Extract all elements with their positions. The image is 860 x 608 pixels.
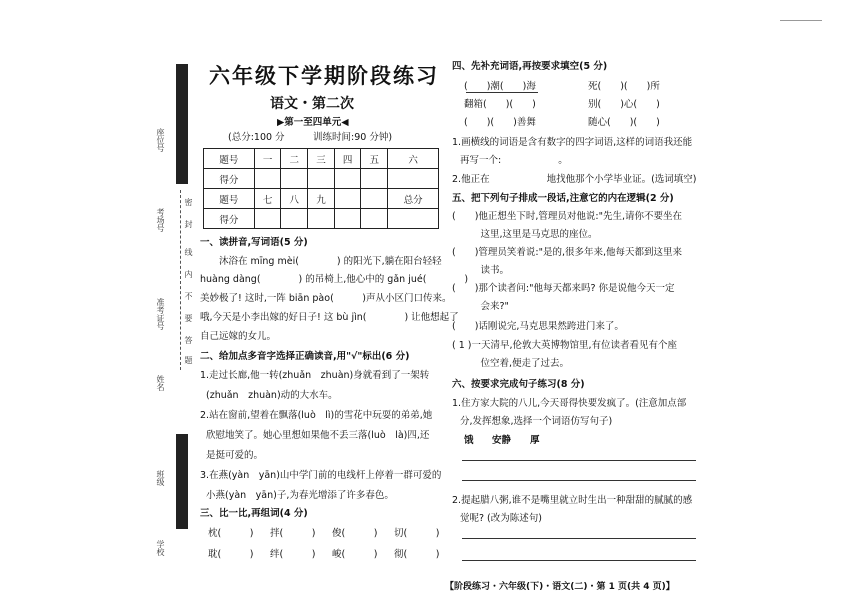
q2-line: 1.走过长廊,他一转(zhuǎn zhuàn)身就看到了一架转 xyxy=(200,370,430,381)
score-input-cell[interactable] xyxy=(281,209,308,229)
q4-item-1: 1.画横线的词语是含有数字的四字词语,这样的词语我还能 xyxy=(452,137,693,148)
score-input-cell[interactable] xyxy=(254,209,281,229)
q6-item-2: 2.提起腊八粥,谁不是嘴里就立时生出一种甜甜的腻腻的感 xyxy=(452,495,693,506)
table-cell: 题号 xyxy=(204,149,255,169)
seal-char: 内 xyxy=(184,270,193,278)
q4-item-2: 2.他正在 地找他那个小学毕业证。(选词填空) xyxy=(452,174,697,185)
q5-line: 读书。 xyxy=(452,265,510,276)
q6-item-2-cont: 觉呢? (改为陈述句) xyxy=(460,513,542,524)
answer-line[interactable] xyxy=(462,480,696,481)
table-cell xyxy=(334,189,361,209)
table-cell: 一 xyxy=(254,149,281,169)
seal-char: 封 xyxy=(184,220,193,228)
table-cell: 题号 xyxy=(204,189,255,209)
q3-item: 俊( ) xyxy=(332,528,378,539)
table-cell: 得分 xyxy=(204,169,255,189)
table-cell: 总分 xyxy=(388,189,439,209)
school-label: 学校 xyxy=(156,540,165,556)
seal-char: 密 xyxy=(184,198,193,206)
table-cell xyxy=(361,189,388,209)
q4-idiom: 别( )心( ) xyxy=(588,99,660,110)
q6-item-1: 1.住方家大院的八儿,今天哥得快要发疯了。(注意加点部 xyxy=(452,398,687,409)
q3-item: 耽( ) xyxy=(208,549,254,560)
seat-number-label: 座位号 xyxy=(156,128,165,152)
q2-line: 3.在燕(yàn yān)山中学门前的电线杆上停着一群可爱的 xyxy=(200,470,442,481)
q3-item: 彻( ) xyxy=(394,549,440,560)
table-row xyxy=(204,149,439,169)
q2-line: 2.站在窗前,望着在飘落(luò lì)的雪花中玩耍的弟弟,她 xyxy=(200,410,433,421)
section-3-heading: 三、比一比,再组词(4 分) xyxy=(200,508,308,519)
table-row xyxy=(204,209,439,229)
answer-line[interactable] xyxy=(462,538,696,539)
page-subtitle: 语文・第二次 xyxy=(270,96,354,112)
q1-line: 美妙极了! 这时,一阵 biān pào( )声从小区门口传来。 xyxy=(200,293,452,304)
score-input-cell[interactable] xyxy=(361,209,388,229)
seal-char: 答 xyxy=(184,336,193,344)
q3-item: 峻( ) xyxy=(332,549,378,560)
q5-line: ( )他正想坐下时,管理员对他说:"先生,请你不要坐在 xyxy=(452,211,683,222)
score-input-cell[interactable] xyxy=(388,209,439,229)
q6-word: 饿 xyxy=(464,435,474,446)
q1-line: huàng dàng( ) 的吊椅上,他心中的 gǎn jué( ) xyxy=(200,274,469,285)
q3-item: 拌( ) xyxy=(270,528,316,539)
q6-word: 厚 xyxy=(530,435,540,446)
score-input-cell[interactable] xyxy=(254,169,281,189)
score-input-cell[interactable] xyxy=(334,209,361,229)
q1-line: 哦,今天是小李出嫁的好日子! 这 bù jìn( ) 让他想起了 xyxy=(200,312,459,323)
table-cell: 七 xyxy=(254,189,281,209)
q2-line: 小燕(yàn yān)子,为春光增添了许多春色。 xyxy=(206,490,394,501)
q3-item: 枕( ) xyxy=(208,528,254,539)
q4-item-1-cont: 再写一个: 。 xyxy=(460,155,568,166)
seal-char: 线 xyxy=(184,248,193,256)
table-row xyxy=(204,169,439,189)
q5-line: ( 1 )一天清早,伦敦大英博物馆里,有位读者看见有个座 xyxy=(452,340,678,351)
q3-item: 绊( ) xyxy=(270,549,316,560)
q2-line: 是挺可爱的。 xyxy=(206,450,264,461)
table-cell: 八 xyxy=(281,189,308,209)
seal-char: 题 xyxy=(184,356,193,364)
q4-idiom: ( )潮( )海 xyxy=(464,81,536,92)
section-2-heading: 二、给加点多音字选择正确读音,用"√"标出(6 分) xyxy=(200,351,410,362)
score-table xyxy=(203,148,439,229)
q4-idiom: ( )( )善舞 xyxy=(464,117,536,128)
q5-line: 位空着,便走了过去。 xyxy=(452,358,570,369)
table-cell: 五 xyxy=(361,149,388,169)
sidebar-bar-bottom xyxy=(176,434,188,529)
score-input-cell[interactable] xyxy=(281,169,308,189)
seal-char: 不 xyxy=(184,292,193,300)
q2-line: (zhuǎn zhuàn)动的大水车。 xyxy=(206,390,338,401)
section-1-heading: 一、读拼音,写词语(5 分) xyxy=(200,237,308,248)
q5-line: 会来?" xyxy=(452,301,509,312)
q5-line: ( )话刚说完,马克思果然跨进门来了。 xyxy=(452,321,624,332)
table-cell: 九 xyxy=(308,189,335,209)
section-5-heading: 五、把下列句子排成一段话,注意它的内在逻辑(2 分) xyxy=(452,193,674,204)
q1-line: 自己远嫁的女儿。 xyxy=(200,331,277,342)
section-4-heading: 四、先补充词语,再按要求填空(5 分) xyxy=(452,61,608,72)
q1-line: 沐浴在 mīng mèi( ) 的阳光下,躺在阳台轻轻 xyxy=(200,256,442,267)
q4-idiom: 翻箱( )( ) xyxy=(464,99,536,110)
q5-line: ( )管理员笑着说:"是的,很多年来,他每天都到这里来 xyxy=(452,247,683,258)
table-cell: 二 xyxy=(281,149,308,169)
ticket-number-label: 准考证号 xyxy=(156,298,165,330)
q6-item-1-cont: 分,发挥想象,选择一个词语仿写句子) xyxy=(460,416,613,427)
score-input-cell[interactable] xyxy=(334,169,361,189)
page-footer: 【阶段练习・六年级(下)・语文(二)・第 1 页(共 4 页)】 xyxy=(445,582,675,592)
seal-char: 要 xyxy=(184,314,193,322)
q2-line: 欣慰地笑了。她心里想如果他不丢三落(luò là)四,还 xyxy=(206,430,430,441)
q4-idiom: 随心( )( ) xyxy=(588,117,660,128)
score-input-cell[interactable] xyxy=(308,209,335,229)
section-6-heading: 六、按要求完成句子练习(8 分) xyxy=(452,379,585,390)
q5-line: ( )那个读者问:"他每天都来吗? 你是说他今天一定 xyxy=(452,283,675,294)
page-title: 六年级下学期阶段练习 xyxy=(209,63,439,88)
q3-item: 切( ) xyxy=(394,528,440,539)
unit-range: ▶第一至四单元◀ xyxy=(277,117,349,128)
q5-line: 这里,这里是马克思的座位。 xyxy=(452,229,598,240)
table-cell: 三 xyxy=(308,149,335,169)
underline xyxy=(466,92,538,93)
q4-idiom: 死( )( )所 xyxy=(588,81,660,92)
exam-room-label: 考场号 xyxy=(156,208,165,232)
score-time: (总分:100 分 训练时间:90 分钟) xyxy=(228,132,393,143)
score-input-cell[interactable] xyxy=(361,169,388,189)
table-cell: 四 xyxy=(334,149,361,169)
score-input-cell[interactable] xyxy=(388,169,439,189)
q6-word: 安静 xyxy=(492,435,512,446)
corner-mark xyxy=(780,20,822,21)
class-label: 班级 xyxy=(156,470,165,486)
sidebar-bar-top xyxy=(176,64,188,184)
seal-line xyxy=(180,190,181,370)
table-cell: 得分 xyxy=(204,209,255,229)
score-input-cell[interactable] xyxy=(308,169,335,189)
name-label: 姓名 xyxy=(156,375,165,391)
table-cell: 六 xyxy=(388,149,439,169)
answer-line[interactable] xyxy=(462,560,696,561)
table-row xyxy=(204,189,439,209)
answer-line[interactable] xyxy=(462,460,696,461)
